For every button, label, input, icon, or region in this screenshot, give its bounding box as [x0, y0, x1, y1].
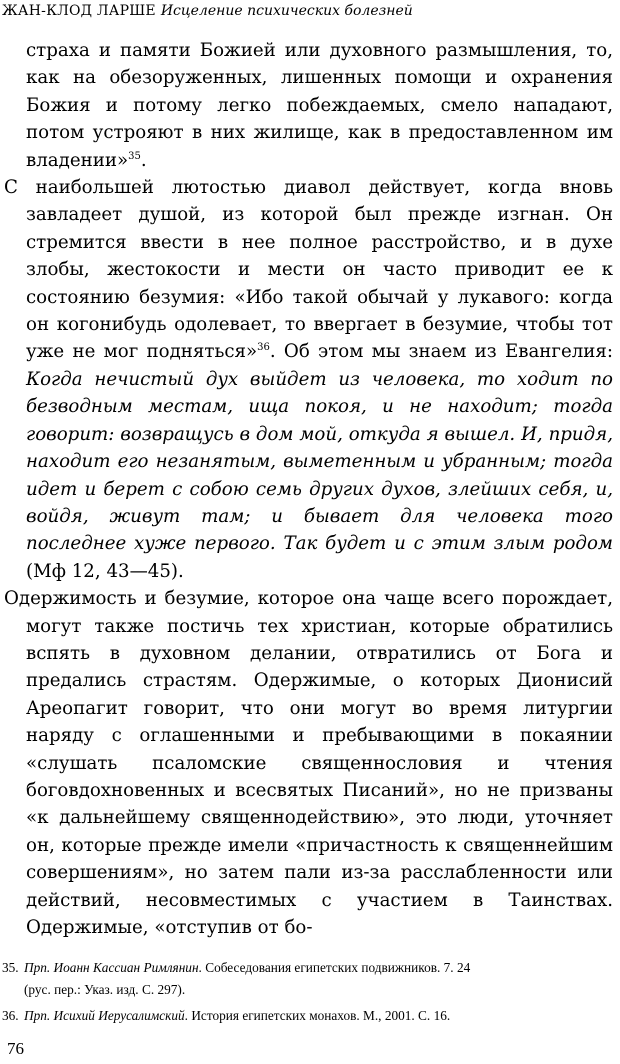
- paragraph-text: .: [140, 149, 147, 171]
- footnote-text: . История египетских монахов. М., 2001. С. 16.: [184, 1008, 451, 1023]
- paragraph-text: Одержимость и безумие, которое она чаще всего порождает, могут также постичь тех христиан, которые обратились вспять в духовном делании, отвратились от Бога и предались страстям. Одержимые, о которых Дионисий Ареопагит говорит, что они могут во время литургии наряду с оглашенными и пребывающими в покаянии «слушать псаломские священнословия и чтения боговдохновенных и всесвятых Писаний», но не призваны «к дальнейшему священнодействию», это люди, уточняет он, которые прежде имели «причастность к священнейшим совершениям», но затем пали из-за расслабленности или действий, несовместимых с участием в Таинствах. Одержимые, «отступив от бо-: [4, 588, 613, 938]
- body-text: [4, 37, 613, 941]
- footnote-number: 36.: [2, 1008, 19, 1023]
- paragraph-text: . Об этом мы знаем из Евангелия:: [269, 341, 613, 363]
- running-head: [2, 3, 413, 19]
- footnotes: [2, 957, 612, 1027]
- footnote-ref-36: 36: [257, 342, 270, 354]
- running-head-book-title: Исцеление психических болезней: [160, 3, 413, 19]
- gospel-quote: Когда нечистый дух выйдет из человека, то ходит по безводным местам, ища покоя, и не находит; тогда говорит: возвращусь в дом мой, откуда я вышел. И, придя, находит его незанятым, выметенным и убранным; тогда идет и берет с собою семь других духов, злейших себя, и, войдя, живут там; и бывает для человека того последнее хуже первого. Так будет и с этим злым родом: [26, 368, 613, 555]
- running-head-author: ЖАН-КЛОД ЛАРШЕ: [2, 3, 156, 19]
- paragraph: [4, 585, 613, 941]
- footnote-author: Прп. Иоанн Кассиан Римлянин: [24, 960, 199, 975]
- footnote-36: [2, 1005, 612, 1027]
- paragraph-text: С наибольшей лютостью диавол действует, когда вновь завладеет душой, из которой был прежде изгнан. Он стремится ввести в нее полное расстройство, и в духе злобы, жестокости и мести он часто приводит ее к состоянию безумия: «Ибо такой обычай у лукавого: когда он когонибудь одолевает, то ввергает в безумие, чтобы тот уже не мог подняться»: [4, 177, 613, 363]
- scripture-citation: (Мф 12, 43—45).: [26, 560, 184, 582]
- paragraph: [4, 174, 613, 585]
- paragraph-continued: [4, 37, 613, 174]
- footnote-number: 35.: [2, 960, 19, 975]
- footnote-author: Прп. Исихий Иерусалимский: [24, 1008, 185, 1023]
- page-number: 76: [7, 1039, 24, 1058]
- footnote-text: (рус. пер.: Указ. изд. С. 297).: [24, 982, 186, 997]
- footnote-35: [2, 957, 612, 1001]
- footnote-text: . Собеседования египетских подвижников. 7. 24: [198, 960, 471, 975]
- footnote-ref-35: 35: [128, 150, 141, 162]
- paragraph-text: страха и памяти Божией или духовного размышления, то, как на обезоруженных, лишенных помощи и охранения Божия и потому легко побеждаемых, смело нападают, потом устрояют в них жилище, как в предоставленном им владении»: [26, 40, 613, 171]
